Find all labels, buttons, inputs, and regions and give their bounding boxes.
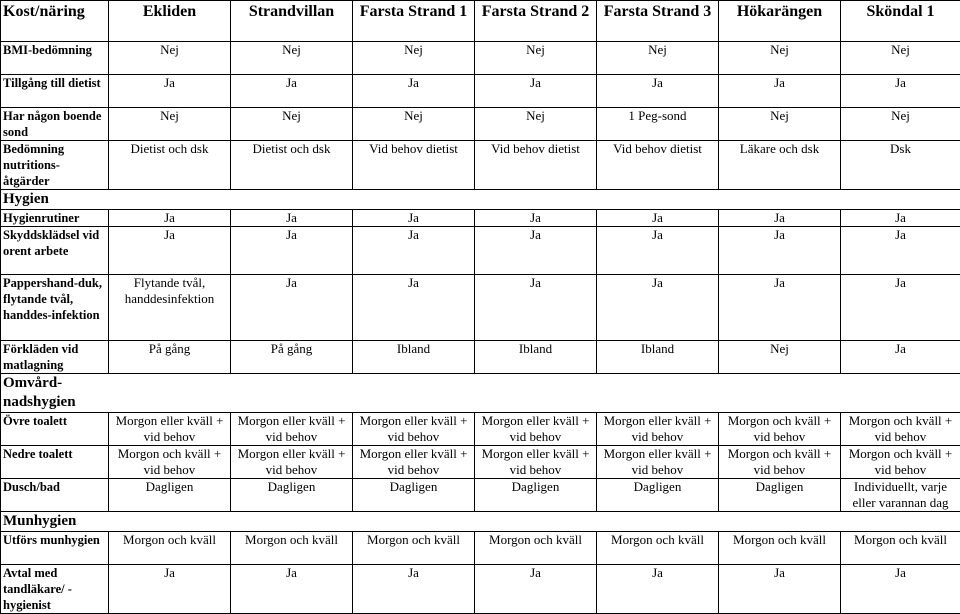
row-label: Utförs munhygien — [1, 532, 109, 565]
header-ekliden: Ekliden — [109, 1, 231, 42]
table-cell: Ja — [719, 275, 841, 341]
table-cell: Ja — [475, 565, 597, 614]
table-cell: Ja — [353, 75, 475, 108]
table-cell: Ja — [597, 227, 719, 275]
table-cell: Vid behov dietist — [597, 141, 719, 190]
table-cell: På gång — [231, 341, 353, 374]
row-label: Bedömning nutritions-åtgärder — [1, 141, 109, 190]
header-hokarangen: Hökarängen — [719, 1, 841, 42]
table-cell: Ja — [353, 210, 475, 227]
table-cell: Ja — [719, 210, 841, 227]
table-cell: Ja — [475, 210, 597, 227]
table-cell: Morgon och kväll + vid behov — [841, 446, 960, 479]
table-cell: Morgon eller kväll + vid behov — [231, 446, 353, 479]
table-cell: Morgon och kväll — [353, 532, 475, 565]
table-cell: Ja — [231, 227, 353, 275]
table-cell: Nej — [475, 42, 597, 75]
table-cell: Morgon eller kväll + vid behov — [475, 446, 597, 479]
section-row — [1, 374, 960, 413]
header-farsta-3: Farsta Strand 3 — [597, 1, 719, 42]
table-cell: Ja — [231, 275, 353, 341]
section-row — [1, 190, 960, 210]
table-row — [1, 108, 960, 141]
row-label: Dusch/bad — [1, 479, 109, 512]
table-cell: Nej — [231, 108, 353, 141]
table-row — [1, 341, 960, 374]
table-cell: Dagligen — [353, 479, 475, 512]
table-cell: Ja — [231, 565, 353, 614]
section-title-text: Omvård-nadshygien — [3, 374, 107, 412]
table-cell: Nej — [719, 42, 841, 75]
header-skondal-1: Sköndal 1 — [841, 1, 960, 42]
table-cell: Ja — [841, 227, 960, 275]
header-farsta-2: Farsta Strand 2 — [475, 1, 597, 42]
table-cell: Ja — [841, 565, 960, 614]
table-cell: Nej — [841, 42, 960, 75]
table-cell: Flytande tvål, handdesinfektion — [109, 275, 231, 341]
table-cell: Nej — [231, 42, 353, 75]
table-row — [1, 413, 960, 446]
table-cell: Ja — [597, 210, 719, 227]
table-cell: Morgon eller kväll + vid behov — [597, 446, 719, 479]
table-cell: Morgon och kväll + vid behov — [719, 446, 841, 479]
table-cell: Morgon och kväll — [597, 532, 719, 565]
table-cell: Ja — [475, 227, 597, 275]
row-label: Hygienrutiner — [1, 210, 109, 227]
table-row — [1, 141, 960, 190]
table-cell: Ja — [231, 210, 353, 227]
section-row — [1, 512, 960, 532]
table-cell: Vid behov dietist — [353, 141, 475, 190]
table-cell: Morgon eller kväll + vid behov — [475, 413, 597, 446]
table-cell: Dsk — [841, 141, 960, 190]
table-cell: Ja — [109, 75, 231, 108]
table-cell: Ja — [353, 227, 475, 275]
table-cell: Nej — [109, 108, 231, 141]
table-cell: Ja — [719, 75, 841, 108]
table-row — [1, 446, 960, 479]
table-row — [1, 210, 960, 227]
table-cell: Ja — [109, 565, 231, 614]
table-cell: Nej — [597, 42, 719, 75]
table-cell: Dagligen — [109, 479, 231, 512]
row-label: Övre toalett — [1, 413, 109, 446]
table-row — [1, 75, 960, 108]
section-title-munhygien: Munhygien — [1, 512, 960, 532]
table-cell: Ja — [841, 210, 960, 227]
table-cell: Dagligen — [231, 479, 353, 512]
table-cell: Ja — [231, 75, 353, 108]
table-cell: Dagligen — [475, 479, 597, 512]
section-title-hygien: Hygien — [1, 190, 960, 210]
table-cell: Ja — [841, 341, 960, 374]
header-strandvillan: Strandvillan — [231, 1, 353, 42]
table-cell: Ibland — [597, 341, 719, 374]
table-cell: Morgon eller kväll + vid behov — [109, 413, 231, 446]
table-cell: Nej — [719, 341, 841, 374]
table-cell: Nej — [353, 42, 475, 75]
table-cell: Nej — [841, 108, 960, 141]
table-row — [1, 532, 960, 565]
row-label: Nedre toalett — [1, 446, 109, 479]
table-cell: Nej — [109, 42, 231, 75]
row-label: BMI-bedömning — [1, 42, 109, 75]
table-cell: Ja — [353, 565, 475, 614]
table-cell: Morgon och kväll — [109, 532, 231, 565]
table-cell: På gång — [109, 341, 231, 374]
table-cell: Morgon och kväll — [841, 532, 960, 565]
table-cell: Morgon eller kväll + vid behov — [353, 446, 475, 479]
row-label: Skyddsklädsel vid orent arbete — [1, 227, 109, 275]
table-cell: Nej — [719, 108, 841, 141]
table-cell: Ja — [475, 275, 597, 341]
table-cell: Morgon och kväll — [719, 532, 841, 565]
table-cell: Morgon och kväll — [231, 532, 353, 565]
row-label: Tillgång till dietist — [1, 75, 109, 108]
header-row — [1, 1, 960, 42]
table-cell: Dietist och dsk — [109, 141, 231, 190]
table-cell: Ja — [719, 565, 841, 614]
table-cell: Nej — [353, 108, 475, 141]
table-cell: Morgon och kväll + vid behov — [109, 446, 231, 479]
table-cell: Ja — [597, 75, 719, 108]
table-cell: Ja — [841, 75, 960, 108]
table-row — [1, 479, 960, 512]
table-cell: Ja — [109, 227, 231, 275]
table-cell: Läkare och dsk — [719, 141, 841, 190]
header-farsta-1: Farsta Strand 1 — [353, 1, 475, 42]
table-cell: Morgon eller kväll + vid behov — [353, 413, 475, 446]
table-cell: Ibland — [353, 341, 475, 374]
table-row — [1, 227, 960, 275]
table-cell: 1 Peg-sond — [597, 108, 719, 141]
table-cell: Ja — [109, 210, 231, 227]
table-cell: Dietist och dsk — [231, 141, 353, 190]
row-label: Förkläden vid matlagning — [1, 341, 109, 374]
row-label: Avtal med tandläkare/ -hygienist — [1, 565, 109, 614]
header-corner: Kost/näring — [1, 1, 109, 42]
table-cell: Ja — [353, 275, 475, 341]
table-cell: Morgon och kväll + vid behov — [841, 413, 960, 446]
table-cell: Nej — [475, 108, 597, 141]
table-row — [1, 42, 960, 75]
section-title-omvardnadshygien — [1, 374, 960, 413]
table-cell: Ja — [841, 275, 960, 341]
row-label: Har någon boende sond — [1, 108, 109, 141]
table-row — [1, 275, 960, 341]
table-cell: Individuellt, varje eller varannan dag — [841, 479, 960, 512]
table-cell: Ja — [719, 227, 841, 275]
table-cell: Morgon och kväll + vid behov — [719, 413, 841, 446]
table-cell: Ibland — [475, 341, 597, 374]
table-row — [1, 565, 960, 614]
table-cell: Dagligen — [597, 479, 719, 512]
table-cell: Ja — [475, 75, 597, 108]
table-cell: Morgon eller kväll + vid behov — [231, 413, 353, 446]
table-cell: Dagligen — [719, 479, 841, 512]
row-label: Pappershand-duk, flytande tvål, handdes-infektion — [1, 275, 109, 341]
table-cell: Morgon och kväll — [475, 532, 597, 565]
table-cell: Vid behov dietist — [475, 141, 597, 190]
table-cell: Morgon eller kväll + vid behov — [597, 413, 719, 446]
table-cell: Ja — [597, 275, 719, 341]
table-cell: Ja — [597, 565, 719, 614]
